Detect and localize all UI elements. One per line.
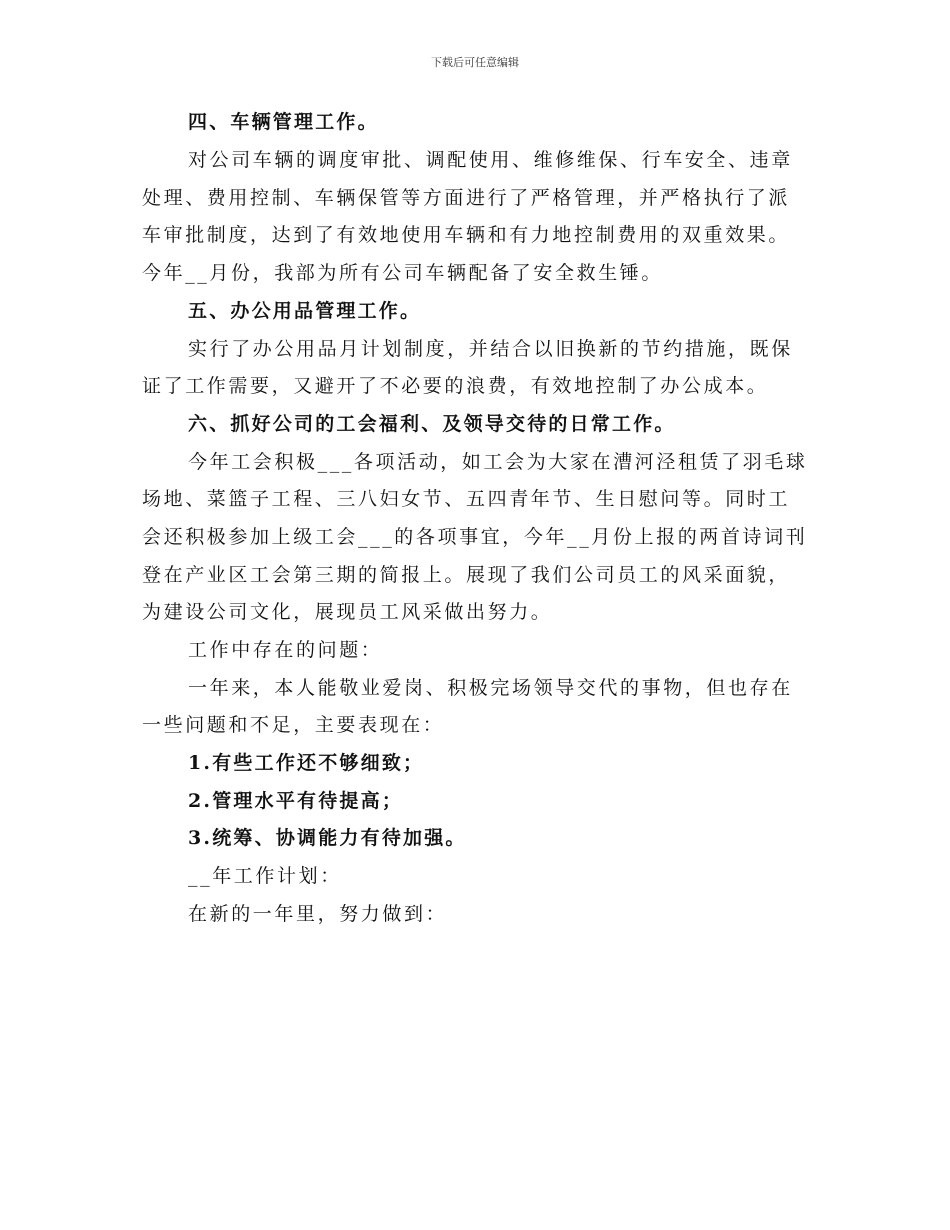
paragraph-line: 对公司车辆的调度审批、调配使用、维修维保、行车安全、违章 xyxy=(188,149,793,171)
section-heading-union-welfare: 六、抓好公司的工会福利、及领导交待的日常工作。 xyxy=(188,413,676,435)
section-heading-vehicle-management: 四、车辆管理工作。 xyxy=(188,111,379,133)
problem-list-item: 2.管理水平有待提高； xyxy=(188,790,404,812)
paragraph-line: 场地、菜篮子工程、三八妇女节、五四青年节、生日慰问等。同时工 xyxy=(142,488,791,510)
paragraph-line: 今年工会积极___各项活动，如工会为大家在漕河泾租赁了羽毛球 xyxy=(188,451,808,473)
paragraph-line: 处理、费用控制、车辆保管等方面进行了严格管理，并严格执行了派 xyxy=(142,187,791,209)
problems-heading: 工作中存在的问题： xyxy=(188,639,383,661)
paragraph-line: 证了工作需要，又避开了不必要的浪费，有效地控制了办公成本。 xyxy=(142,375,769,397)
page-header-note: 下载后可任意编辑 xyxy=(431,56,519,69)
section-heading-office-supplies: 五、办公用品管理工作。 xyxy=(188,300,422,322)
problem-list-item: 3.统筹、协调能力有待加强。 xyxy=(188,827,467,849)
paragraph-line: 在新的一年里，努力做到： xyxy=(188,903,448,925)
paragraph-line: 登在产业区工会第三期的简报上。展现了我们公司员工的风采面貌， xyxy=(142,564,791,586)
paragraph-line: 一年来，本人能敬业爱岗、积极完场领导交代的事物，但也存在 xyxy=(188,677,793,699)
paragraph-line: 车审批制度，达到了有效地使用车辆和有力地控制费用的双重效果。 xyxy=(142,224,791,246)
problem-list-item: 1.有些工作还不够细致； xyxy=(188,752,425,774)
paragraph-line: 实行了办公用品月计划制度，并结合以旧换新的节约措施，既保 xyxy=(188,338,793,360)
work-plan-heading: __年工作计划： xyxy=(188,865,342,887)
paragraph-line: 今年__月份，我部为所有公司车辆配备了安全救生锤。 xyxy=(142,262,664,284)
paragraph-line: 会还积极参加上级工会___的各项事宜，今年__月份上报的两首诗词刊 xyxy=(142,526,808,548)
paragraph-line: 为建设公司文化，展现员工风采做出努力。 xyxy=(142,601,553,623)
paragraph-line: 一些问题和不足，主要表现在： xyxy=(142,714,445,736)
